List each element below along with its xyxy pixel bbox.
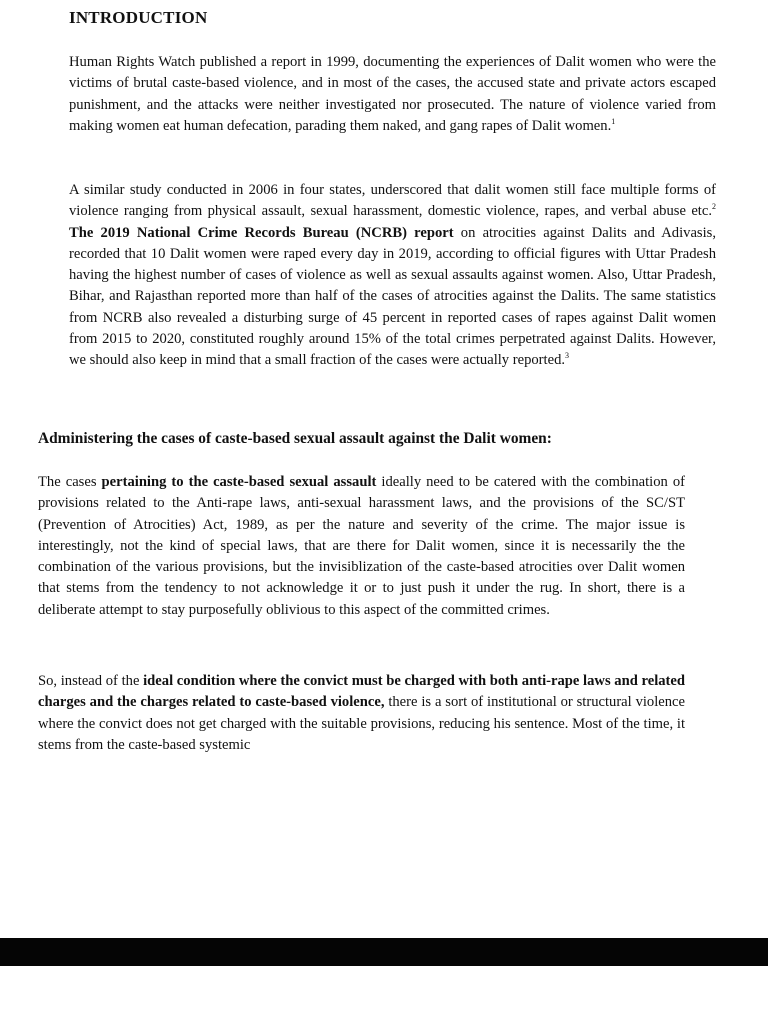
footnote-marker-3: 3: [565, 351, 570, 361]
ideal-condition-bold: ideal condition where the convict must be charged with both anti-rape laws and related charges and the charges related to caste-based violence,: [38, 673, 686, 711]
intro-paragraph-2: [69, 180, 716, 372]
caste-assault-bold: pertaining to the caste-based sexual assault: [101, 474, 377, 490]
ncrb-report-bold: The 2019 National Crime Records Bureau (NCRB) report: [69, 224, 454, 241]
section-paragraph-2-text-a: So, instead of the: [38, 673, 144, 689]
section-paragraph-1-text-b: ideally need to be catered with the combination of provisions related to the Anti-rape laws, anti-sexual harassment laws, and the provisions of the SC/ST (Prevention of Atrocities) Act, 1989, as per the nature and severity of the crime. The major issue is interestingly, not the kind of special laws, that are there for Dalit women, since it is necessarily the the combination of the various provisions, but the invisiblization of the caste-based atrocities over Dalit women that stems from the tendency to not acknowledge it or to just push it under the rug. In short, there is a deliberate attempt to stay purposefully oblivious to this aspect of the committed crimes.: [38, 474, 685, 618]
intro-paragraph-1: [69, 52, 716, 137]
section-paragraph-2-text-b: there is a sort of institutional or structural violence where the convict does not get charged with the suitable provisions, reducing his sentence. Most of the time, it stems from the caste-based systemic: [38, 694, 685, 753]
intro-paragraph-2-text-a: A similar study conducted in 2006 in four states, underscored that dalit women still face multiple forms of violence ranging from physical assault, sexual harassment, domestic violence, rapes, and verbal abuse etc.: [69, 182, 716, 220]
introduction-heading: INTRODUCTION: [69, 8, 208, 27]
footnote-marker-1: 1: [611, 117, 616, 127]
bottom-black-bar: [0, 938, 768, 966]
footnote-marker-2: 2: [712, 202, 716, 212]
section-paragraph-2: [38, 671, 685, 756]
section-heading: Administering the cases of caste-based sexual assault against the Dalit women:: [38, 430, 552, 447]
section-paragraph-1-text-a: The cases: [38, 474, 102, 490]
intro-paragraph-1-text: Human Rights Watch published a report in 1999, documenting the experiences of Dalit women who were the victims of brutal caste-based violence, and in most of the cases, the accused state and private actors escaped punishment, and the attacks were neither investigated nor prosecuted. The nature of violence varied from making women eat human defecation, parading them naked, and gang rapes of Dalit women.: [69, 54, 716, 134]
section-paragraph-1: [38, 472, 685, 621]
intro-paragraph-2-text-b: on atrocities against Dalits and Adivasis, recorded that 10 Dalit women were raped every day in 2019, according to official figures with Uttar Pradesh having the highest number of cases of violence as well as sexual assaults against women. Also, Uttar Pradesh, Bihar, and Rajasthan reported more than half of the cases of atrocities against the Dalits. The same statistics from NCRB also revealed a disturbing surge of 45 percent in reported cases of rapes against Dalit women from 2015 to 2020, constituted roughly around 15% of the total crimes perpetrated against Dalits. However, we should also keep in mind that a small fraction of the cases were actually reported.: [69, 224, 716, 369]
